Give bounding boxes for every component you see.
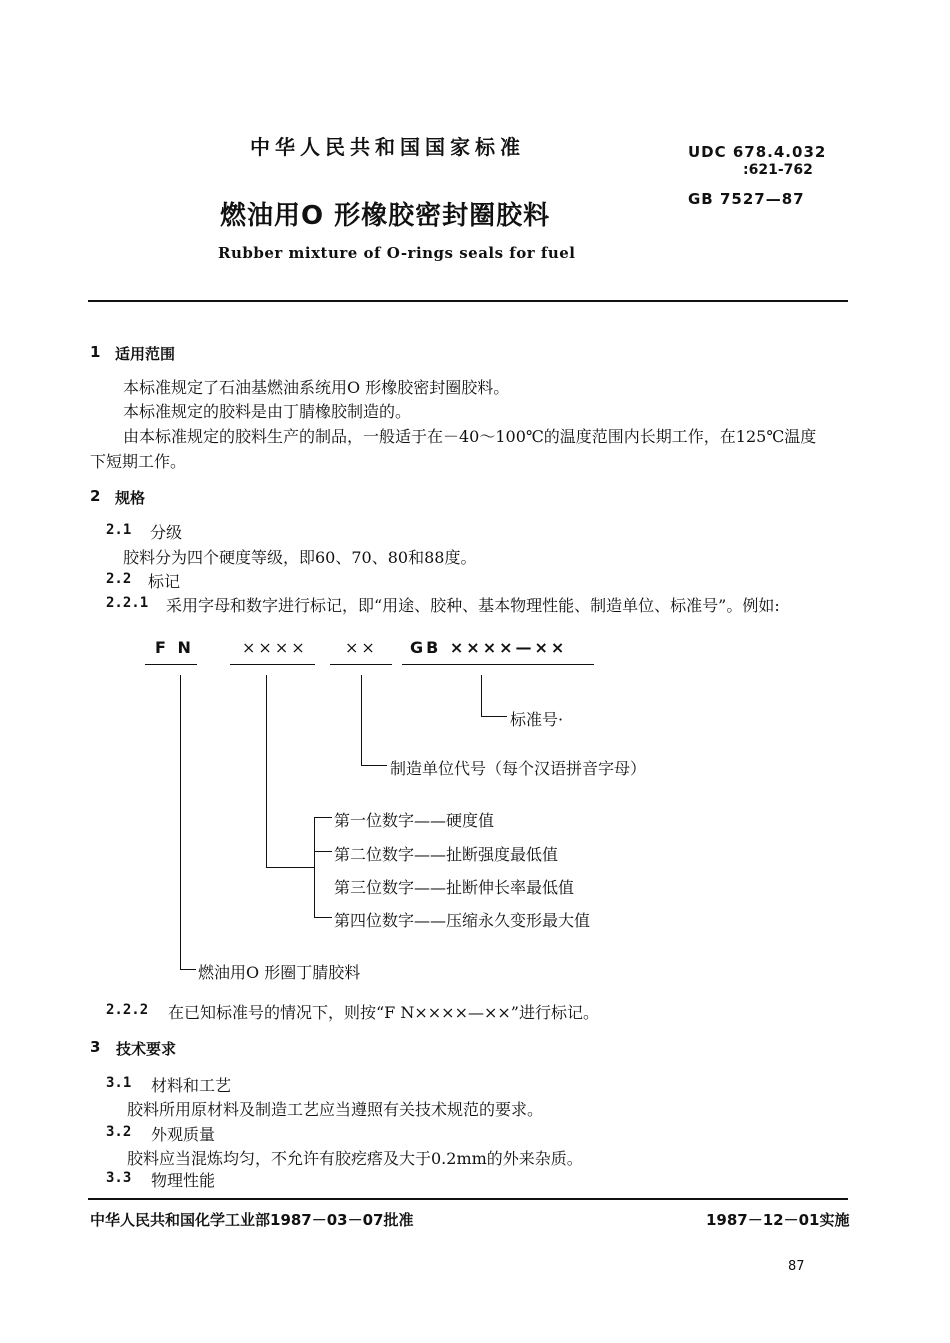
clause-3-3-number: 3.3 (106, 1170, 132, 1186)
section-1-paragraph-3: 由本标准规定的胶料生产的制品，一般适于在－40～100℃的温度范围内长期工作，在125℃温度 (123, 427, 817, 446)
clause-3-1-title: 材料和工艺 (151, 1076, 232, 1095)
clause-3-2-number: 3.2 (106, 1124, 132, 1140)
clause-2-2-number: 2.2 (106, 571, 132, 587)
label-digit-3: 第三位数字——扯断伸长率最低值 (334, 878, 575, 897)
leader-fn-tick (180, 969, 196, 970)
underline-standard (402, 664, 594, 665)
code-fn: F N (155, 638, 194, 657)
label-digit-2: 第二位数字——扯断强度最低值 (334, 845, 559, 864)
clause-3-1-text: 胶料所用原材料及制造工艺应当遵照有关技术规范的要求。 (127, 1100, 544, 1119)
leader-digit2-tick (314, 851, 332, 852)
code-hardness: ×××× (242, 638, 308, 657)
gb-code: GB 7527—87 (688, 190, 805, 208)
clause-2-2-2-text: 在已知标准号的情况下，则按“F N××××—××”进行标记。 (168, 1003, 599, 1022)
clause-3-2-text: 胶料应当混炼均匀，不允许有胶疙瘩及大于0.2mm的外来杂质。 (127, 1149, 583, 1168)
underline-maker (330, 664, 392, 665)
leader-maker-tick (361, 765, 387, 766)
leader-digit4-tick (314, 917, 332, 918)
leader-maker (361, 675, 362, 766)
footer-rule (88, 1198, 848, 1200)
leader-hardness-link (266, 867, 314, 868)
label-digit-4: 第四位数字——压缩永久变形最大值 (334, 911, 591, 930)
label-maker-code: 制造单位代号（每个汉语拼音字母） (390, 759, 647, 778)
leader-standard (481, 675, 482, 717)
header-rule (88, 300, 848, 302)
code-standard: GB ××××—×× (410, 638, 568, 657)
section-3-heading: 技术要求 (116, 1040, 177, 1058)
national-standard-title: 中华人民共和国国家标准 (250, 135, 525, 159)
clause-2-2-1-number: 2.2.1 (106, 595, 149, 611)
clause-2-1-title: 分级 (150, 523, 183, 542)
udc-code: UDC 678.4.032 (688, 143, 827, 161)
section-1-number: 1 (90, 343, 101, 361)
section-1-paragraph-1: 本标准规定了石油基燃油系统用O 形橡胶密封圈胶料。 (123, 378, 510, 397)
section-1-paragraph-3-continued: 下短期工作。 (90, 452, 187, 471)
clause-3-2-title: 外观质量 (151, 1125, 216, 1144)
effective-date: 1987－12－01实施 (706, 1211, 850, 1229)
section-2-heading: 规格 (115, 489, 146, 507)
code-maker: ×× (345, 638, 378, 657)
document-title: 燃油用O 形橡胶密封圈胶料 (220, 201, 551, 231)
section-1-heading: 适用范围 (115, 345, 176, 363)
leader-standard-tick (481, 716, 507, 717)
leader-digits-bracket (314, 817, 315, 918)
clause-2-2-title: 标记 (148, 572, 181, 591)
label-standard-number: 标准号· (510, 710, 564, 729)
clause-3-1-number: 3.1 (106, 1075, 132, 1091)
approval-line: 中华人民共和国化学工业部1987－03－07批准 (90, 1211, 414, 1229)
clause-3-3-title: 物理性能 (151, 1171, 216, 1190)
clause-2-2-1-text: 采用字母和数字进行标记，即“用途、胶种、基本物理性能、制造单位、标准号”。例如: (166, 596, 780, 615)
section-2-number: 2 (90, 487, 101, 505)
label-digit-1: 第一位数字——硬度值 (334, 811, 495, 830)
udc-code-continued: :621-762 (743, 162, 813, 178)
underline-hardness (230, 664, 315, 665)
leader-fn (180, 675, 181, 970)
section-3-number: 3 (90, 1038, 101, 1056)
clause-2-2-2-number: 2.2.2 (106, 1002, 149, 1018)
page-number: 87 (788, 1259, 805, 1274)
clause-2-1-text: 胶料分为四个硬度等级，即60、70、80和88度。 (123, 548, 477, 567)
label-fn: 燃油用O 形圈丁腈胶料 (198, 963, 361, 982)
section-1-paragraph-2: 本标准规定的胶料是由丁腈橡胶制造的。 (123, 402, 412, 421)
leader-digit1-tick (314, 817, 332, 818)
underline-fn (145, 664, 197, 665)
clause-2-1-number: 2.1 (106, 522, 132, 538)
leader-hardness (266, 675, 267, 868)
document-title-english: Rubber mixture of O-rings seals for fuel (218, 244, 576, 262)
